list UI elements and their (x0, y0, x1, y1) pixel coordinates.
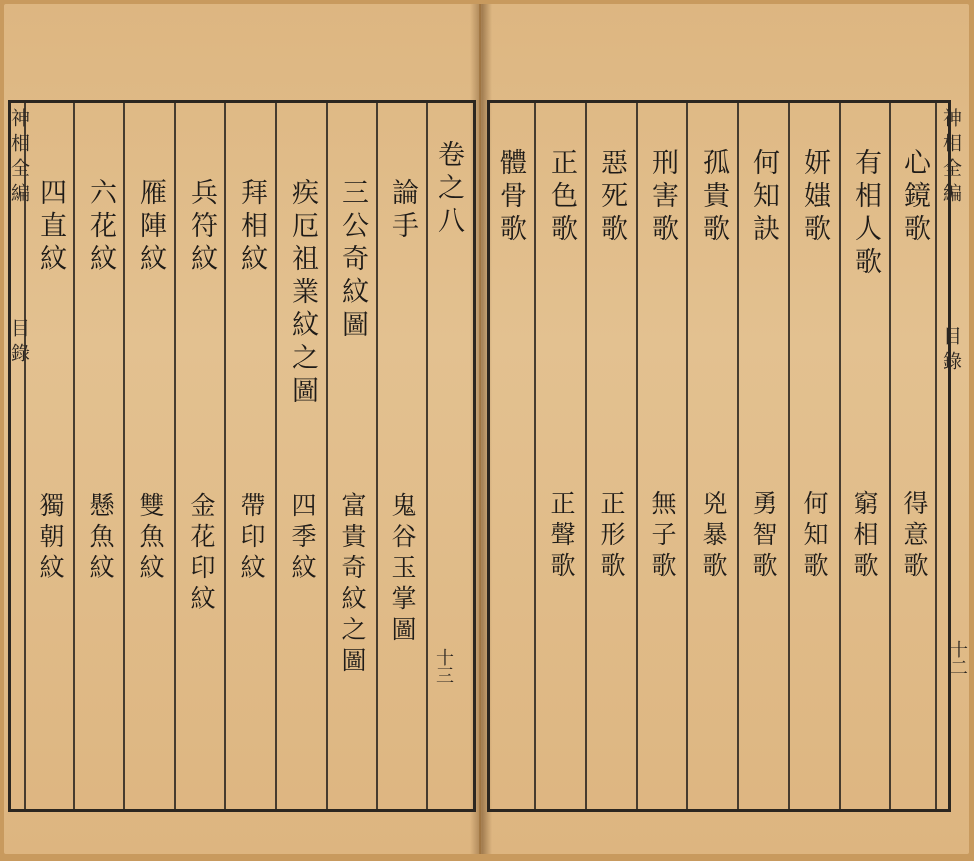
toc-entry: 心鏡歌 (899, 148, 930, 247)
toc-entry: 何知歌 (800, 490, 829, 583)
left-folio: 十三 (433, 648, 454, 684)
column-rule (73, 103, 75, 809)
column-rule (24, 103, 26, 809)
volume-heading: 卷之八 (433, 140, 464, 239)
column-rule (123, 103, 125, 809)
toc-entry: 無子歌 (648, 490, 677, 583)
toc-entry: 三公奇紋圖 (337, 178, 368, 343)
column-rule (174, 103, 176, 809)
right-fold-title: 神相全編 (940, 108, 962, 208)
toc-entry: 四季紋 (288, 492, 317, 585)
column-rule (935, 103, 937, 809)
toc-entry: 疾厄祖業紋之圖 (287, 178, 318, 409)
toc-entry: 六花紋 (85, 178, 116, 277)
column-rule (839, 103, 841, 809)
toc-entry: 四直紋 (35, 178, 66, 277)
column-rule (636, 103, 638, 809)
toc-entry: 雁陣紋 (135, 178, 166, 277)
column-rule (376, 103, 378, 809)
toc-entry: 正色歌 (546, 148, 577, 247)
column-rule (737, 103, 739, 809)
toc-entry: 富貴奇紋之圖 (338, 492, 367, 678)
toc-entry: 有相人歌 (850, 148, 881, 280)
column-rule (889, 103, 891, 809)
toc-entry: 惡死歌 (596, 148, 627, 247)
toc-entry: 論手 (387, 178, 418, 244)
right-folio: 十二 (947, 640, 968, 676)
left-fold-title: 神相全編 (8, 108, 30, 208)
column-rule (788, 103, 790, 809)
column-rule (585, 103, 587, 809)
toc-entry: 帶印紋 (237, 492, 266, 585)
toc-entry: 金花印紋 (187, 492, 216, 616)
toc-entry: 得意歌 (900, 490, 929, 583)
toc-entry: 兇暴歌 (699, 490, 728, 583)
toc-entry: 正形歌 (597, 490, 626, 583)
toc-entry: 懸魚紋 (86, 492, 115, 585)
toc-entry: 獨朝紋 (36, 492, 65, 585)
column-rule (686, 103, 688, 809)
toc-entry: 刑害歌 (647, 148, 678, 247)
column-rule (224, 103, 226, 809)
toc-entry: 何知訣 (748, 148, 779, 247)
toc-entry: 妍媸歌 (799, 148, 830, 247)
toc-entry: 兵符紋 (186, 178, 217, 277)
toc-entry: 正聲歌 (547, 490, 576, 583)
column-rule (426, 103, 428, 809)
toc-entry: 窮相歌 (850, 490, 879, 583)
toc-entry: 勇智歌 (749, 490, 778, 583)
column-rule (534, 103, 536, 809)
right-fold-section: 目錄 (940, 326, 962, 376)
toc-entry: 孤貴歌 (698, 148, 729, 247)
toc-entry: 雙魚紋 (136, 492, 165, 585)
column-rule (275, 103, 277, 809)
column-rule (326, 103, 328, 809)
toc-entry: 拜相紋 (236, 178, 267, 277)
toc-entry: 鬼谷玉掌圖 (388, 492, 417, 647)
left-fold-section: 目錄 (8, 318, 30, 368)
toc-entry: 體骨歌 (495, 148, 526, 247)
